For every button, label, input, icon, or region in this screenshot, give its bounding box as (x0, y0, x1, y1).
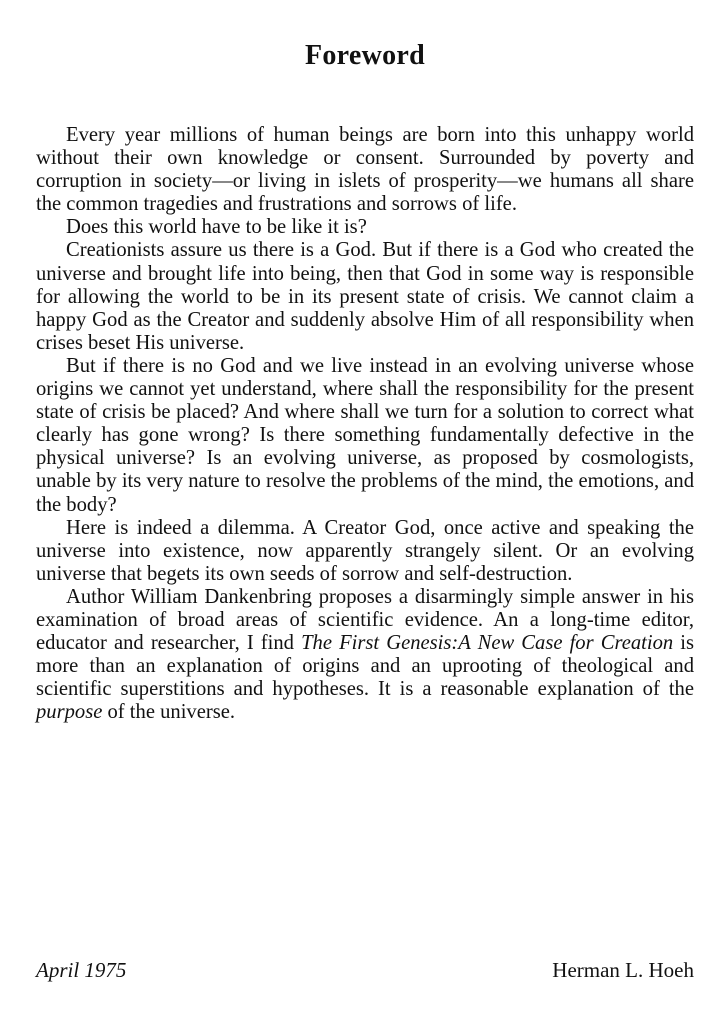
paragraph-text: is more than an explanation of origins and an uprooting of theological and scientific superstitions and hypotheses. It is a reasonable explanation of the (36, 632, 695, 701)
paragraph-text: Here is indeed a dilemma. A Creator God, once active and speaking the universe into existence, now apparently strangely silent. Or an evolving universe that begets its own seeds of sorrow and self-destruction. (36, 516, 694, 585)
paragraph-text: Creationists assure us there is a God. But if there is a God who created the universe and brought life into being, then that God in some way is responsible for allowing the world to be in its present state of crisis. We cannot claim a happy God as the Creator and suddenly absolve Him of all responsibility when crises beset His universe. (36, 239, 694, 354)
paragraph (36, 239, 694, 354)
date: April 1975 (36, 958, 127, 982)
paragraph-text: Author William Dankenbring proposes a disarmingly simple answer in his examination of broad areas of scientific evidence. An a long-time editor, educator and researcher, I find (36, 585, 694, 655)
paragraph (36, 355, 694, 517)
foreword-body (36, 124, 694, 724)
foreword-page (36, 0, 694, 1020)
page-title: Foreword (304, 40, 426, 71)
paragraph-text: But if there is no God and we live instead in an evolving universe whose origins we cannot yet understand, where shall the responsibility for the present state of crisis be placed? And where shall we turn for a solution to correct what clearly has gone wrong? Is there something fundamentally defective in the physical universe? Is an evolving universe, as proposed by cosmologists, unable by its very nature to resolve the problems of the mind, the emotions, and the body? (36, 354, 694, 516)
paragraph (36, 517, 694, 586)
paragraph (36, 124, 694, 216)
italic-text: purpose (36, 701, 103, 724)
paragraph (36, 216, 694, 239)
paragraph-text: Every year millions of human beings are born into this unhappy world without their own knowledge or consent. Surrounded by poverty and corruption in society—or living in islets of prosperity—we humans all share the common tragedies and frustrations and sorrows of life. (36, 124, 694, 216)
italic-text: The First Genesis:A New Case for Creation (301, 632, 674, 655)
author-name: Herman L. Hoeh (552, 958, 694, 982)
paragraph (36, 586, 694, 725)
paragraph-text: of the universe. (102, 701, 236, 724)
paragraph-text: Does this world have to be like it is? (66, 216, 367, 239)
